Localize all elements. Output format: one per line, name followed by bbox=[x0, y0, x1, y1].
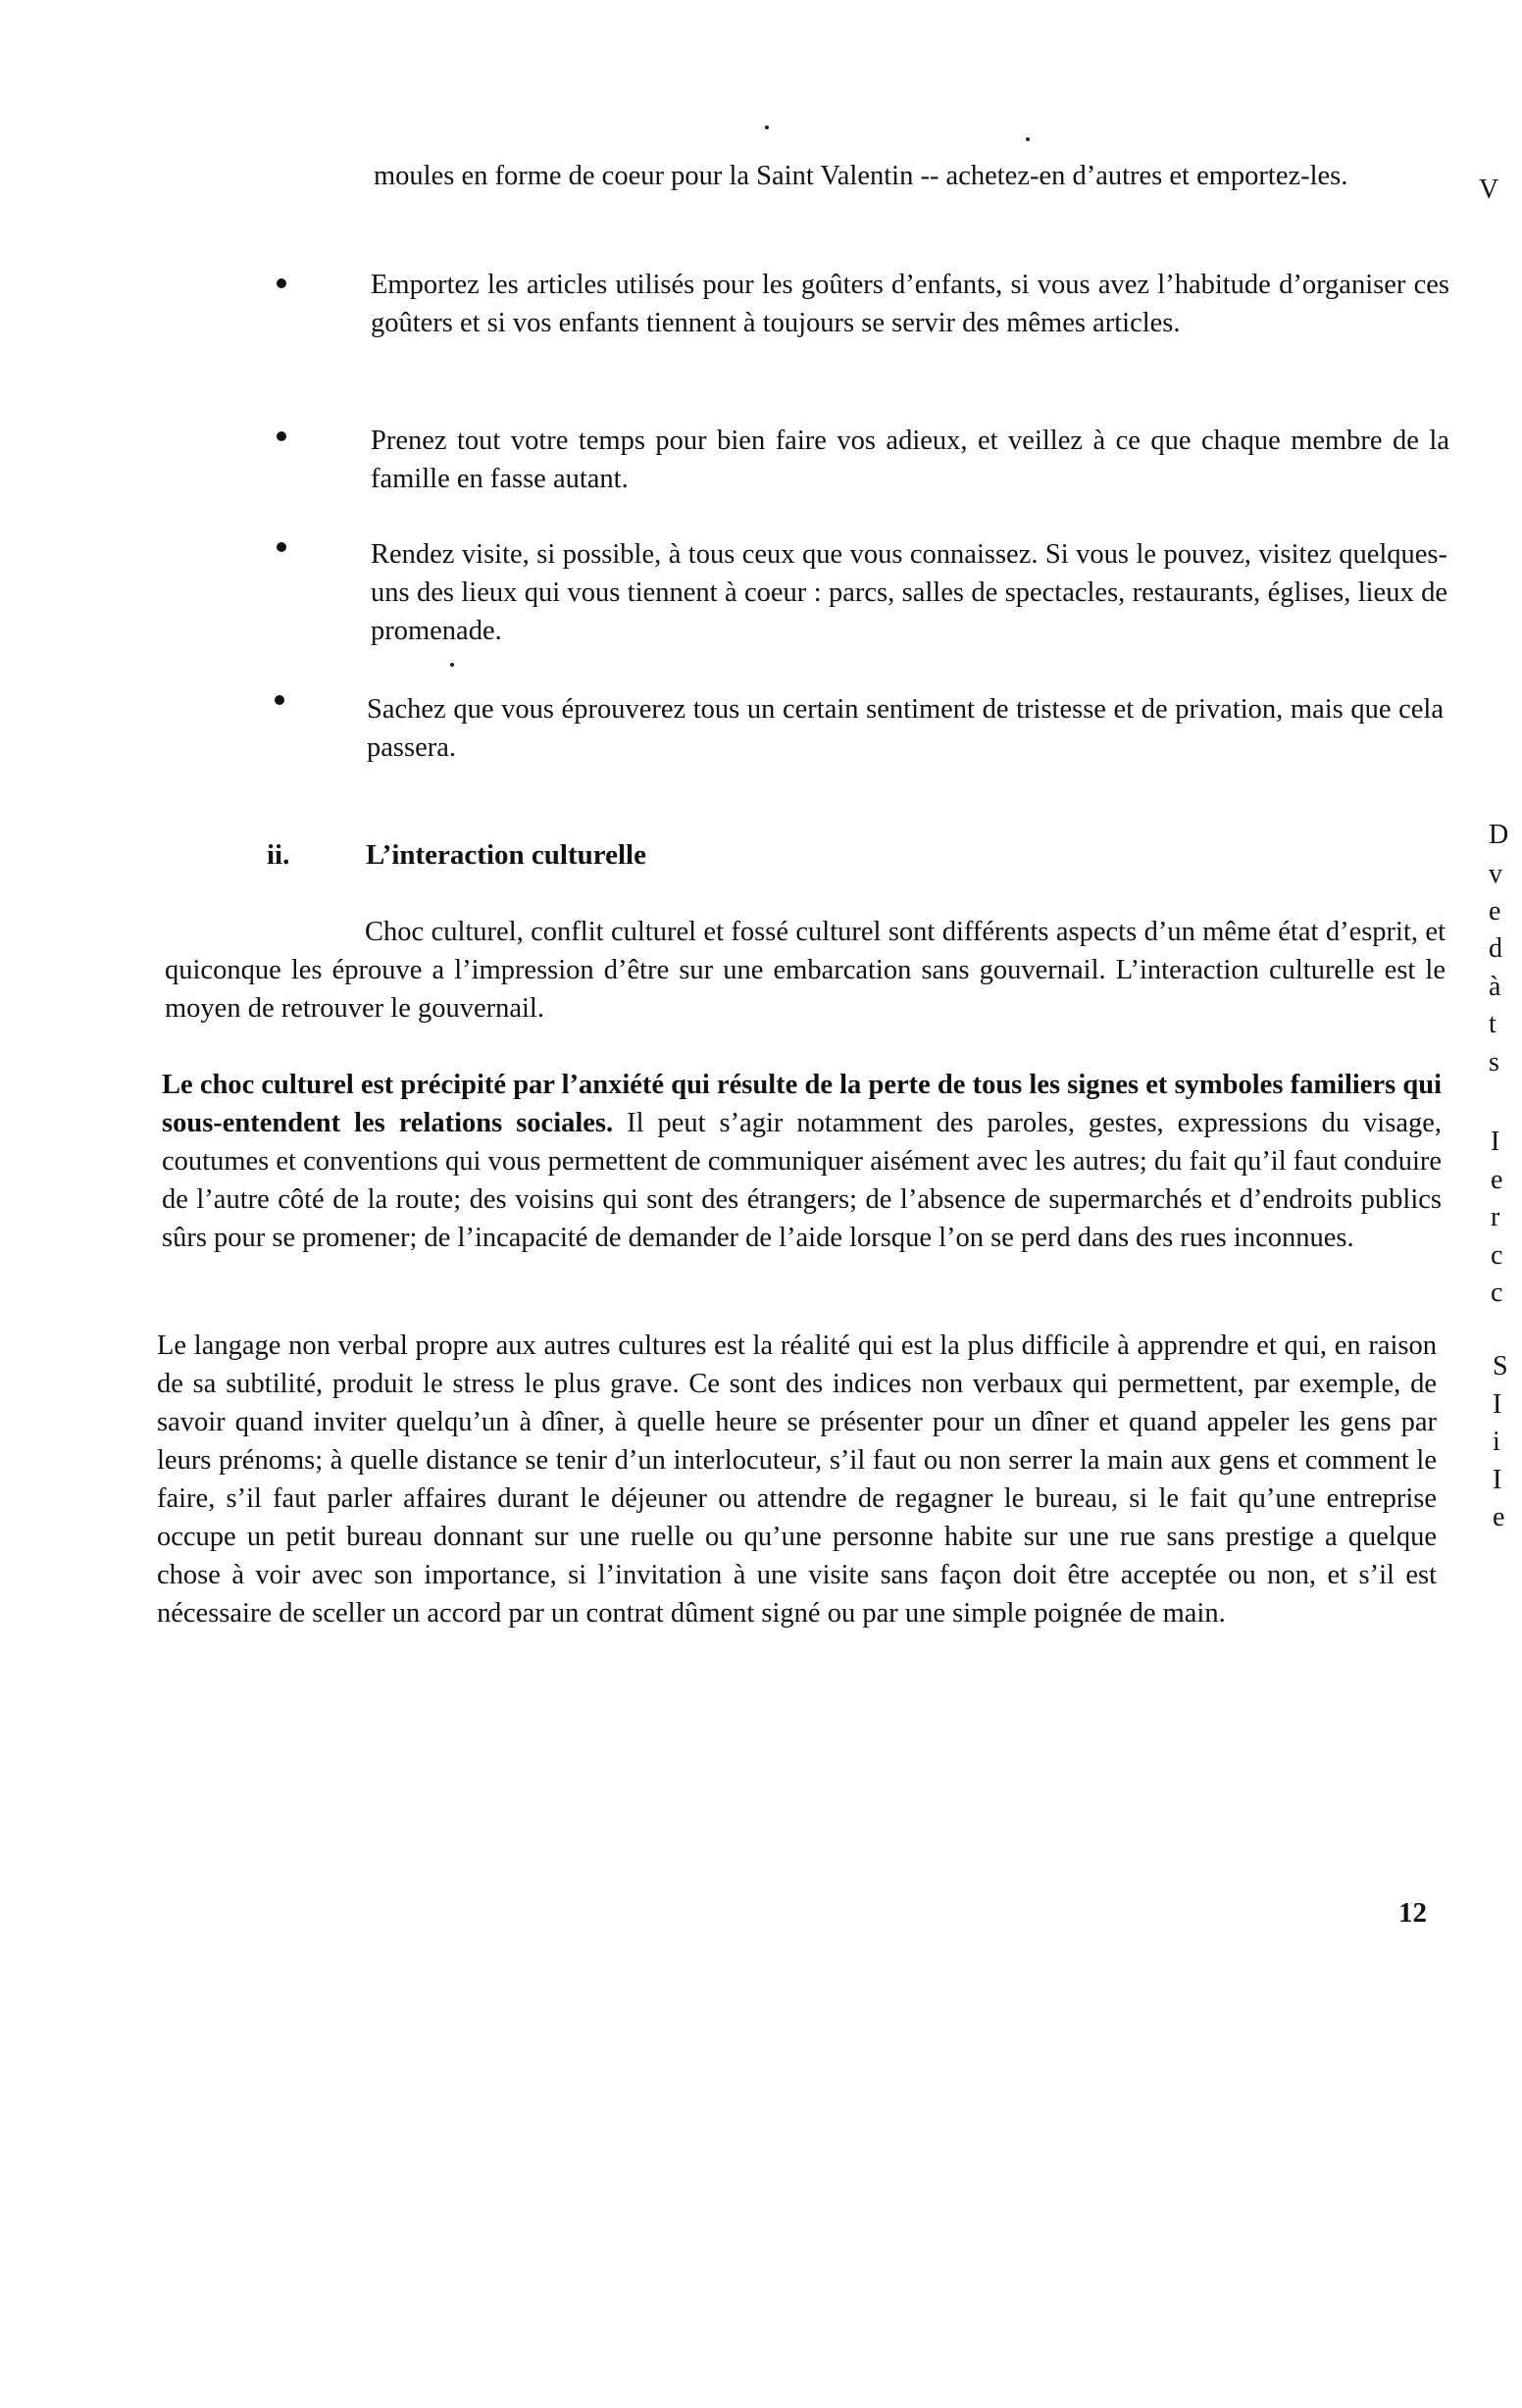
scan-speck bbox=[765, 125, 769, 129]
bullet-item-3: Rendez visite, si possible, à tous ceux que vous connaissez. Si vous le pouvez, visitez quelques-uns des lieux qui vous tiennent à coeur : parcs, salles de spectacles, restaurants, églises, lieux de promenade. bbox=[371, 539, 1447, 646]
edge-fragment: I bbox=[1493, 1389, 1502, 1420]
section-number: ii. bbox=[267, 839, 290, 871]
scan-speck bbox=[1026, 137, 1030, 141]
intro-paragraph: Choc culturel, conflit culturel et fossé culturel sont différents aspects d’un même état d’esprit, et quiconque les éprouve a l’impression d’être sur une embarcation sans gouvernail. L’interaction culturelle est le moyen de retrouver le gouvernail. bbox=[165, 917, 1446, 1024]
continuation-paragraph: moules en forme de coeur pour la Saint Valentin -- achetez-en d’autres et emportez-les. bbox=[374, 161, 1348, 191]
edge-fragment: D bbox=[1489, 820, 1509, 850]
page-number: 12 bbox=[1398, 1897, 1427, 1929]
edge-fragment: c bbox=[1491, 1278, 1503, 1308]
nonverbal-paragraph: Le langage non verbal propre aux autres cultures est la réalité qui est la plus difficile à apprendre et qui, en raison de sa subtilité, produit le stress le plus grave. Ce sont des indices non verbaux qui permettent, par exemple, de savoir quand inviter quelqu’un à dîner, à quelle heure se présenter pour un dîner et quand appeler les gens par leurs prénoms; à quelle distance se tenir d’un interlocuteur, s’il faut ou non serrer la main aux gens et comment le faire, s’il faut parler affaires durant le déjeuner ou attendre de regagner le bureau, si le fait qu’une entreprise occupe un petit bureau donnant sur une ruelle ou qu’une personne habite sur une rue sans prestige a quelque chose à voir avec son importance, si l’invitation à une visite sans façon doit être acceptée ou non, et s’il est nécessaire de sceller un accord par un contrat dûment signé ou par une simple poignée de main. bbox=[157, 1330, 1437, 1629]
section-title: L’interaction culturelle bbox=[366, 839, 646, 871]
culture-shock-lead: Le choc culturel est précipité par l’anxiété qui résulte de la perte de tous les signes et symboles familiers qui sous-entendent les relations sociales. bbox=[162, 1070, 1442, 1138]
edge-fragment: v bbox=[1489, 859, 1502, 889]
edge-fragment: t bbox=[1489, 1009, 1497, 1039]
bullet-item-2: Prenez tout votre temps pour bien faire vos adieux, et veillez à ce que chaque membre de la famille en fasse autant. bbox=[371, 426, 1449, 494]
edge-fragment: I bbox=[1491, 1127, 1500, 1157]
bullet-item-4: Sachez que vous éprouverez tous un certain sentiment de tristesse et de privation, mais que cela passera. bbox=[367, 694, 1444, 763]
edge-fragment: d bbox=[1489, 933, 1502, 964]
bullet-marker bbox=[277, 431, 286, 441]
edge-fragment: I bbox=[1493, 1465, 1502, 1495]
edge-fragment: c bbox=[1491, 1240, 1503, 1271]
edge-fragment: e bbox=[1491, 1165, 1503, 1195]
edge-fragment: i bbox=[1493, 1427, 1500, 1457]
bullet-marker bbox=[277, 278, 286, 288]
edge-fragment: r bbox=[1491, 1202, 1500, 1232]
scan-speck bbox=[450, 663, 454, 667]
bullet-item-1: Emportez les articles utilisés pour les goûters d’enfants, si vous avez l’habitude d’organiser ces goûters et si vos enfants tiennent à toujours se servir des mêmes articles. bbox=[371, 270, 1449, 338]
bullet-marker bbox=[275, 695, 284, 705]
culture-shock-paragraph bbox=[162, 1066, 1442, 1257]
edge-fragment: s bbox=[1489, 1047, 1499, 1078]
edge-fragment: V bbox=[1479, 175, 1499, 205]
bullet-marker bbox=[277, 542, 286, 552]
edge-fragment: à bbox=[1489, 972, 1501, 1002]
edge-fragment: e bbox=[1493, 1502, 1505, 1532]
culture-shock-body: Il peut s’agir notamment des paroles, gestes, expressions du visage, coutumes et conventions qui vous permettent de communiquer aisément avec les autres; du fait qu’il faut conduire de l’autre côté de la route; des voisins qui sont des étrangers; de l’absence de supermarchés et d’endroits publics sûrs pour se promener; de l’incapacité de demander de l’aide lorsque l’on se perd dans des rues inconnues. bbox=[162, 1108, 1442, 1253]
edge-fragment: S bbox=[1493, 1351, 1508, 1381]
edge-fragment: e bbox=[1489, 896, 1501, 927]
